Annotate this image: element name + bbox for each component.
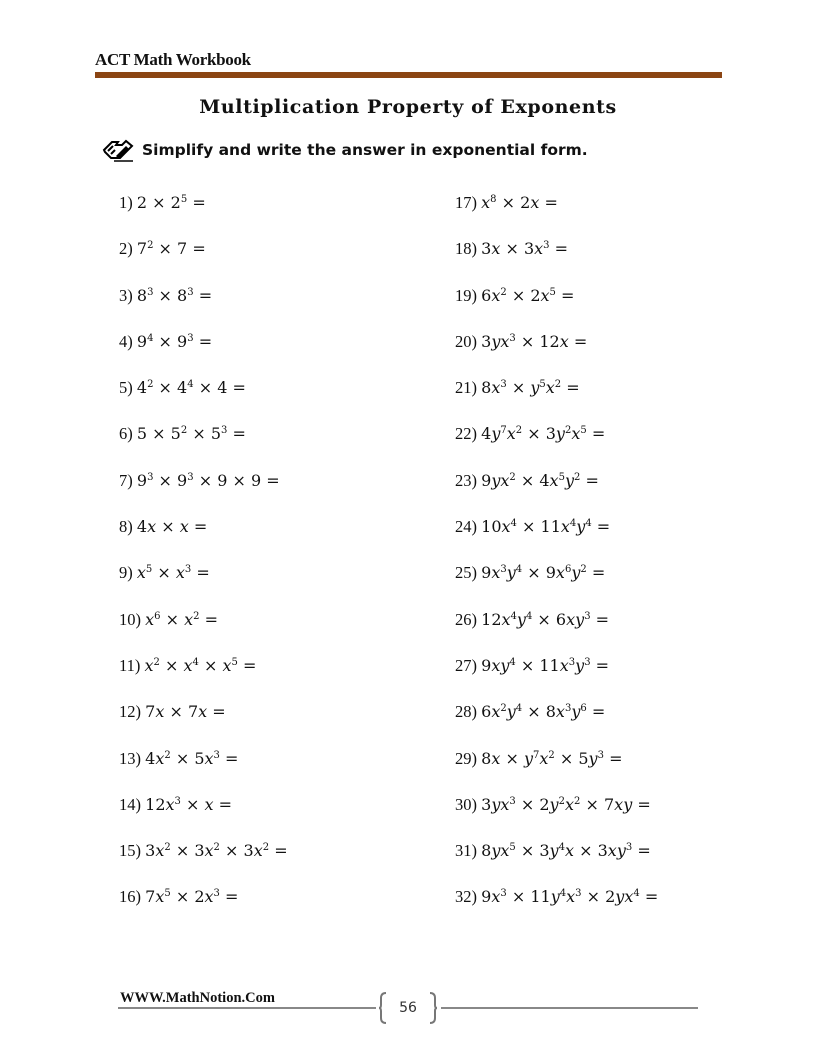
problem-item xyxy=(455,792,658,838)
problem-number: 8) xyxy=(119,517,137,537)
problem-expression: $10x^4 \times 11x^4y^4$ = xyxy=(481,517,611,537)
problem-number: 27) xyxy=(455,655,482,675)
problem-number: 31) xyxy=(455,841,482,861)
pencil-writing-icon xyxy=(102,137,136,163)
problem-number: 19) xyxy=(455,285,482,305)
problem-number: 14) xyxy=(119,794,146,814)
header-rule xyxy=(95,72,722,78)
problem-expression: $5 \times 5^2 \times 5^3$ = xyxy=(136,424,246,444)
problem-item xyxy=(119,884,288,930)
problem-number: 18) xyxy=(455,239,482,259)
problem-item xyxy=(119,560,288,606)
left-brace-icon xyxy=(378,992,388,1024)
problem-number: 22) xyxy=(455,424,482,444)
problem-item xyxy=(119,421,288,467)
problem-expression: $x^5 \times x^3$ = xyxy=(136,563,210,583)
problem-number: 10) xyxy=(119,609,146,629)
problem-expression: 7x × 7x = xyxy=(145,702,226,722)
problem-item xyxy=(455,329,658,375)
problem-number: 30) xyxy=(455,794,482,814)
problem-number: 20) xyxy=(455,331,482,351)
footer-rule-right xyxy=(441,1007,698,1009)
problem-item xyxy=(455,421,658,467)
problem-number: 9) xyxy=(119,563,137,583)
problems-column-right xyxy=(455,190,658,931)
instruction xyxy=(102,137,588,163)
problem-expression: $3x \times 3x^3$ = xyxy=(481,239,569,259)
problem-item xyxy=(455,283,658,329)
problem-number: 12) xyxy=(119,702,146,722)
problem-item xyxy=(119,468,288,514)
problem-item xyxy=(119,792,288,838)
problem-expression: $2 \times 2^5$ = xyxy=(136,193,206,212)
footer-website: WWW.MathNotion.Com xyxy=(120,990,275,1006)
footer-rule-left xyxy=(118,1007,376,1009)
problem-expression: $6x^2 \times 2x^5$ = xyxy=(481,285,575,305)
problem-item xyxy=(455,190,658,236)
problem-expression: $9^3 \times 9^3 \times 9 \times 9$ = xyxy=(136,470,280,490)
problem-item xyxy=(455,514,658,560)
problem-expression: $x^8 \times 2x$ = xyxy=(481,193,558,212)
problem-expression: $3x^2 \times 3x^2 \times 3x^2$ = xyxy=(145,841,288,861)
page-number-box xyxy=(378,992,438,1024)
problem-number: 23) xyxy=(455,470,482,490)
problem-expression: $x^6 \times x^2$ = xyxy=(145,609,219,629)
problem-item xyxy=(119,699,288,745)
problem-number: 11) xyxy=(119,655,145,675)
instruction-text: Simplify and write the answer in exponential form. xyxy=(142,141,588,159)
problem-number: 4) xyxy=(119,331,137,351)
problems-column-left xyxy=(119,190,288,931)
problem-item xyxy=(455,838,658,884)
problem-item xyxy=(455,375,658,421)
problem-item xyxy=(455,468,658,514)
problem-expression: $4^2 \times 4^4 \times 4$ = xyxy=(136,378,246,398)
problem-number: 2) xyxy=(119,239,137,259)
problem-number: 7) xyxy=(119,470,137,490)
right-brace-icon xyxy=(428,992,438,1024)
problem-expression: $4y^7x^2 \times 3y^2x^5$ = xyxy=(481,424,606,444)
problem-item xyxy=(119,838,288,884)
problem-expression: 4x × x = xyxy=(136,517,208,537)
problem-number: 15) xyxy=(119,841,146,861)
problem-item xyxy=(455,236,658,282)
problem-expression: $9yx^2 \times 4x^5y^2$ = xyxy=(481,470,599,490)
book-title: ACT Math Workbook xyxy=(95,50,251,69)
problem-number: 29) xyxy=(455,748,482,768)
problem-number: 32) xyxy=(455,887,482,907)
problem-number: 25) xyxy=(455,563,482,583)
problem-item xyxy=(119,746,288,792)
worksheet-title: Multiplication Property of Exponents xyxy=(199,96,617,118)
problem-item xyxy=(455,560,658,606)
problem-expression: $6x^2y^4 \times 8x^3y^6$ = xyxy=(481,702,606,722)
problem-expression: $7x^5 \times 2x^3$ = xyxy=(145,887,239,907)
problem-expression: $8x \times y^7x^2 \times 5y^3$ = xyxy=(481,748,623,768)
problem-number: 5) xyxy=(119,378,137,398)
problem-number: 24) xyxy=(455,517,482,537)
problem-expression: $12x^3 \times x$ = xyxy=(145,794,233,814)
problem-expression: $9x^3y^4 \times 9x^6y^2$ = xyxy=(481,563,606,583)
problem-item xyxy=(455,884,658,930)
problem-item xyxy=(455,746,658,792)
problem-item xyxy=(119,190,288,236)
problem-expression: $x^2 \times x^4 \times x^5$ = xyxy=(144,655,257,675)
problem-expression: $8^3 \times 8^3$ = xyxy=(136,285,213,305)
problem-number: 17) xyxy=(455,193,482,212)
problem-expression: $9xy^4 \times 11x^3y^3$ = xyxy=(481,655,610,675)
problem-item xyxy=(119,329,288,375)
problem-item xyxy=(119,283,288,329)
problem-expression: $9x^3 \times 11y^4x^3 \times 2yx^4$ = xyxy=(481,887,659,907)
problem-expression: $8x^3 \times y^5x^2$ = xyxy=(481,378,580,398)
page-number: 56 xyxy=(399,1000,417,1016)
problem-item xyxy=(455,653,658,699)
problem-expression: $7^2 \times 7$ = xyxy=(136,239,206,259)
problem-item xyxy=(455,607,658,653)
problem-item xyxy=(119,607,288,653)
problem-item xyxy=(119,375,288,421)
problem-expression: $3yx^3 \times 2y^2x^2 \times 7xy$ = xyxy=(481,794,651,814)
problem-item xyxy=(455,699,658,745)
problem-number: 21) xyxy=(455,378,482,398)
problem-item xyxy=(119,236,288,282)
problem-expression: $3yx^3 \times 12x$ = xyxy=(481,331,588,351)
problem-number: 6) xyxy=(119,424,137,444)
problem-item xyxy=(119,514,288,560)
problem-number: 3) xyxy=(119,285,137,305)
problem-number: 26) xyxy=(455,609,482,629)
problem-expression: $9^4 \times 9^3$ = xyxy=(136,331,213,351)
problem-expression: $8yx^5 \times 3y^4x \times 3xy^3$ = xyxy=(481,841,651,861)
problem-expression: $12x^4y^4 \times 6xy^3$ = xyxy=(481,609,610,629)
problem-expression: $4x^2 \times 5x^3$ = xyxy=(145,748,239,768)
problem-number: 1) xyxy=(119,193,137,212)
problem-number: 28) xyxy=(455,702,482,722)
problem-number: 13) xyxy=(119,748,146,768)
problem-number: 16) xyxy=(119,887,146,907)
problem-item xyxy=(119,653,288,699)
